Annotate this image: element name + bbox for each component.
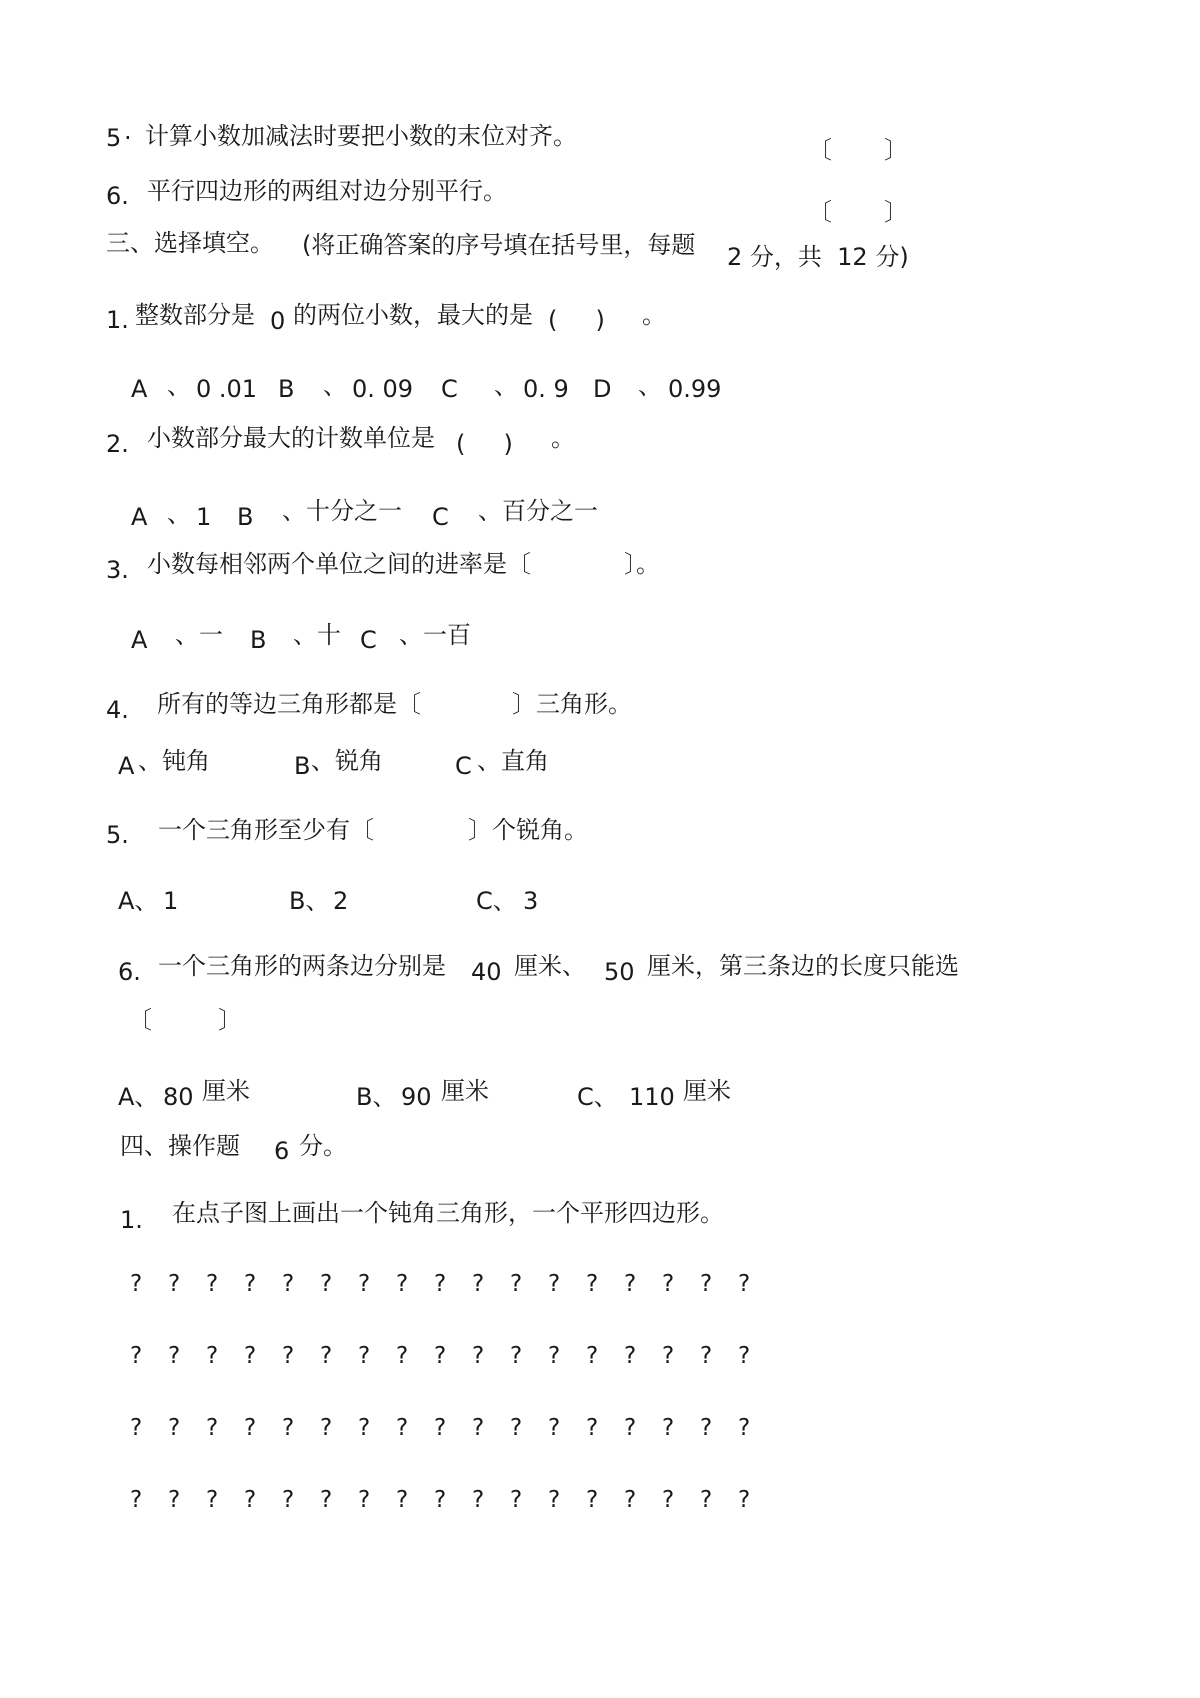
grid-dot[interactable]: ? [206, 1487, 219, 1513]
mc3-option-a-letter[interactable]: A [131, 626, 148, 654]
grid-dot[interactable]: ? [662, 1415, 675, 1441]
mc3-text: 小数每相邻两个单位之间的进率是〔 [147, 550, 531, 578]
mc4-option-a-value[interactable]: 、钝角 [138, 747, 210, 775]
mc4-number: 4. [106, 696, 129, 724]
grid-dot[interactable]: ? [320, 1487, 333, 1513]
mc2-option-c-letter[interactable]: C [432, 503, 449, 531]
tf5-dot: · [124, 124, 132, 152]
grid-dot[interactable]: ? [624, 1343, 637, 1369]
grid-dot[interactable]: ? [738, 1271, 751, 1297]
mc2-option-a-sep: 、 [167, 500, 191, 528]
mc6-length-1: 40 [471, 958, 502, 986]
mc1-option-c-value[interactable]: 0. 9 [523, 375, 569, 403]
grid-dot[interactable]: ? [662, 1487, 675, 1513]
grid-dot[interactable]: ? [738, 1487, 751, 1513]
mc6-option-a-unit: 厘米 [202, 1077, 250, 1105]
mc6-answer-bracket-left[interactable]: 〔 [128, 1006, 152, 1034]
grid-dot[interactable]: ? [168, 1343, 181, 1369]
grid-dot[interactable]: ? [586, 1415, 599, 1441]
grid-dot[interactable]: ? [244, 1415, 257, 1441]
section4-score-unit: 分。 [299, 1132, 347, 1160]
mc6-text: 一个三角形的两条边分别是 [158, 952, 446, 980]
tf5-answer-bracket-right[interactable]: 〕 [884, 136, 908, 164]
mc2-answer-blank[interactable]: ( ) [456, 430, 513, 458]
mc5-end: 〕个锐角。 [468, 816, 588, 844]
section4-score: 6 [274, 1137, 290, 1165]
grid-dot[interactable]: ? [358, 1343, 371, 1369]
grid-dot[interactable]: ? [244, 1271, 257, 1297]
grid-dot[interactable]: ? [472, 1271, 485, 1297]
mc4-option-c-letter[interactable]: C [455, 752, 472, 780]
mc5-option-a-value[interactable]: 1 [163, 887, 179, 915]
grid-dot[interactable]: ? [282, 1271, 295, 1297]
mc1-option-b-value[interactable]: 0. 09 [352, 375, 414, 403]
mc1-answer-blank[interactable]: ( ) [548, 306, 605, 334]
grid-dot[interactable]: ? [130, 1487, 143, 1513]
grid-dot[interactable]: ? [130, 1343, 143, 1369]
grid-dot[interactable]: ? [662, 1343, 675, 1369]
grid-dot[interactable]: ? [282, 1343, 295, 1369]
mc6-answer-bracket-right[interactable]: 〕 [218, 1006, 242, 1034]
mc2-number: 2. [106, 430, 129, 458]
mc6-option-b-unit: 厘米 [441, 1077, 489, 1105]
grid-dot[interactable]: ? [282, 1415, 295, 1441]
mc1-option-a-letter[interactable]: A [131, 375, 148, 403]
grid-dot[interactable]: ? [358, 1271, 371, 1297]
grid-dot[interactable]: ? [358, 1415, 371, 1441]
mc1-number: 1. [106, 306, 129, 334]
mc5-option-b-letter[interactable]: B、 [289, 887, 330, 915]
grid-dot[interactable]: ? [168, 1415, 181, 1441]
grid-dot[interactable]: ? [548, 1343, 561, 1369]
mc2-option-b-value[interactable]: 、十分之一 [282, 497, 402, 525]
grid-dot[interactable]: ? [168, 1487, 181, 1513]
mc2-option-b-letter[interactable]: B [237, 503, 254, 531]
mc6-length-2: 50 [604, 958, 635, 986]
op1-text: 在点子图上画出一个钝角三角形，一个平形四边形。 [172, 1199, 724, 1227]
grid-dot[interactable]: ? [472, 1343, 485, 1369]
mc3-option-c-letter[interactable]: C [360, 626, 377, 654]
grid-dot[interactable]: ? [320, 1343, 333, 1369]
mc1-end: 。 [642, 301, 666, 329]
grid-dot[interactable]: ? [700, 1343, 713, 1369]
grid-dot[interactable]: ? [282, 1487, 295, 1513]
mc4-option-b-letter[interactable]: B [294, 752, 311, 780]
mc3-option-a-value[interactable]: 、一 [175, 621, 223, 649]
grid-dot[interactable]: ? [396, 1415, 409, 1441]
mc1-option-c-sep: 、 [494, 372, 518, 400]
mc6-option-c-value[interactable]: 110 [629, 1083, 675, 1111]
tf6-answer-bracket-right[interactable]: 〕 [884, 198, 908, 226]
grid-dot[interactable]: ? [700, 1415, 713, 1441]
grid-dot[interactable]: ? [206, 1271, 219, 1297]
mc1-option-b-sep: 、 [323, 372, 347, 400]
grid-dot[interactable]: ? [510, 1343, 523, 1369]
grid-dot[interactable]: ? [206, 1415, 219, 1441]
grid-dot[interactable]: ? [624, 1415, 637, 1441]
tf6-number: 6. [106, 182, 129, 210]
mc5-option-a-letter[interactable]: A、 [118, 887, 159, 915]
grid-dot[interactable]: ? [548, 1271, 561, 1297]
mc3-option-b-letter[interactable]: B [250, 626, 267, 654]
tf6-text: 平行四边形的两组对边分别平行。 [147, 177, 507, 205]
mc3-number: 3. [106, 556, 129, 584]
mc6-option-b-value[interactable]: 90 [401, 1083, 432, 1111]
section3-score: 2 分，共 12 分) [727, 243, 909, 271]
mc2-option-c-value[interactable]: 、百分之一 [478, 497, 598, 525]
grid-dot[interactable]: ? [548, 1415, 561, 1441]
mc6-number: 6. [118, 958, 141, 986]
mc6-option-c-letter[interactable]: C、 [577, 1083, 618, 1111]
grid-dot[interactable]: ? [738, 1415, 751, 1441]
mc1-option-d-sep: 、 [638, 372, 662, 400]
tf5-answer-bracket-left[interactable]: 〔 [808, 136, 832, 164]
mc1-text: 整数部分是 [135, 301, 255, 329]
mc1-option-a-value[interactable]: 0 .01 [196, 375, 258, 403]
mc4-option-a-letter[interactable]: A [118, 752, 135, 780]
grid-dot[interactable]: ? [396, 1271, 409, 1297]
mc6-option-a-letter[interactable]: A、 [118, 1083, 159, 1111]
grid-dot[interactable]: ? [320, 1415, 333, 1441]
mc1-option-a-sep: 、 [167, 372, 191, 400]
mc3-end: 〕。 [624, 550, 660, 578]
mc1-option-c-letter[interactable]: C [441, 375, 458, 403]
mc6-unit-2: 厘米，第三条边的长度只能选 [647, 952, 959, 980]
grid-dot[interactable]: ? [586, 1487, 599, 1513]
grid-dot[interactable]: ? [434, 1415, 447, 1441]
grid-dot[interactable]: ? [358, 1487, 371, 1513]
grid-dot[interactable]: ? [662, 1271, 675, 1297]
mc3-option-b-value[interactable]: 、十 [293, 621, 341, 649]
mc6-option-b-letter[interactable]: B、 [356, 1083, 397, 1111]
mc2-option-a-value[interactable]: 1 [196, 503, 212, 531]
mc4-option-c-value[interactable]: 、直角 [477, 747, 549, 775]
mc6-option-a-value[interactable]: 80 [163, 1083, 194, 1111]
mc4-end: 〕三角形。 [512, 690, 632, 718]
grid-dot[interactable]: ? [510, 1415, 523, 1441]
mc4-option-b-value[interactable]: 、锐角 [311, 747, 383, 775]
grid-dot[interactable]: ? [510, 1487, 523, 1513]
tf6-answer-bracket-left[interactable]: 〔 [808, 198, 832, 226]
tf5-text: 计算小数加减法时要把小数的末位对齐。 [145, 122, 577, 150]
grid-dot[interactable]: ? [586, 1271, 599, 1297]
mc5-text: 一个三角形至少有〔 [158, 816, 374, 844]
mc2-text: 小数部分最大的计数单位是 [147, 424, 435, 452]
grid-dot[interactable]: ? [700, 1487, 713, 1513]
grid-dot[interactable]: ? [434, 1343, 447, 1369]
mc5-number: 5. [106, 821, 129, 849]
grid-dot[interactable]: ? [586, 1343, 599, 1369]
grid-dot[interactable]: ? [168, 1271, 181, 1297]
mc1-option-d-letter[interactable]: D [593, 375, 612, 403]
mc6-option-c-unit: 厘米 [683, 1077, 731, 1105]
grid-dot[interactable]: ? [130, 1271, 143, 1297]
grid-dot[interactable]: ? [624, 1487, 637, 1513]
mc3-option-c-value[interactable]: 、一百 [399, 621, 471, 649]
mc1-number-zero: 0 [270, 307, 286, 335]
grid-dot[interactable]: ? [434, 1487, 447, 1513]
grid-dot[interactable]: ? [624, 1271, 637, 1297]
grid-dot[interactable]: ? [700, 1271, 713, 1297]
mc1-text-2: 的两位小数，最大的是 [293, 301, 533, 329]
grid-dot[interactable]: ? [396, 1343, 409, 1369]
tf5-number: 5 [106, 124, 122, 152]
grid-dot[interactable]: ? [472, 1415, 485, 1441]
mc1-option-d-value[interactable]: 0.99 [668, 375, 722, 403]
section4-title: 四、操作题 [120, 1132, 240, 1160]
op1-number: 1. [120, 1206, 143, 1234]
mc5-option-b-value[interactable]: 2 [333, 887, 349, 915]
grid-dot[interactable]: ? [434, 1271, 447, 1297]
mc5-option-c-value[interactable]: 3 [523, 887, 539, 915]
grid-dot[interactable]: ? [396, 1487, 409, 1513]
grid-dot[interactable]: ? [548, 1487, 561, 1513]
section3-title: 三、选择填空。 [106, 229, 274, 257]
grid-dot[interactable]: ? [738, 1343, 751, 1369]
mc2-end: 。 [551, 424, 575, 452]
grid-dot[interactable]: ? [244, 1343, 257, 1369]
mc5-option-c-letter[interactable]: C、 [476, 887, 517, 915]
section3-note: (将正确答案的序号填在括号里，每题 [302, 231, 696, 259]
mc1-option-b-letter[interactable]: B [278, 375, 295, 403]
grid-dot[interactable]: ? [130, 1415, 143, 1441]
mc6-unit-1: 厘米、 [514, 952, 586, 980]
grid-dot[interactable]: ? [320, 1271, 333, 1297]
grid-dot[interactable]: ? [244, 1487, 257, 1513]
mc2-option-a-letter[interactable]: A [131, 503, 148, 531]
grid-dot[interactable]: ? [472, 1487, 485, 1513]
grid-dot[interactable]: ? [206, 1343, 219, 1369]
grid-dot[interactable]: ? [510, 1271, 523, 1297]
mc4-text: 所有的等边三角形都是〔 [157, 690, 421, 718]
